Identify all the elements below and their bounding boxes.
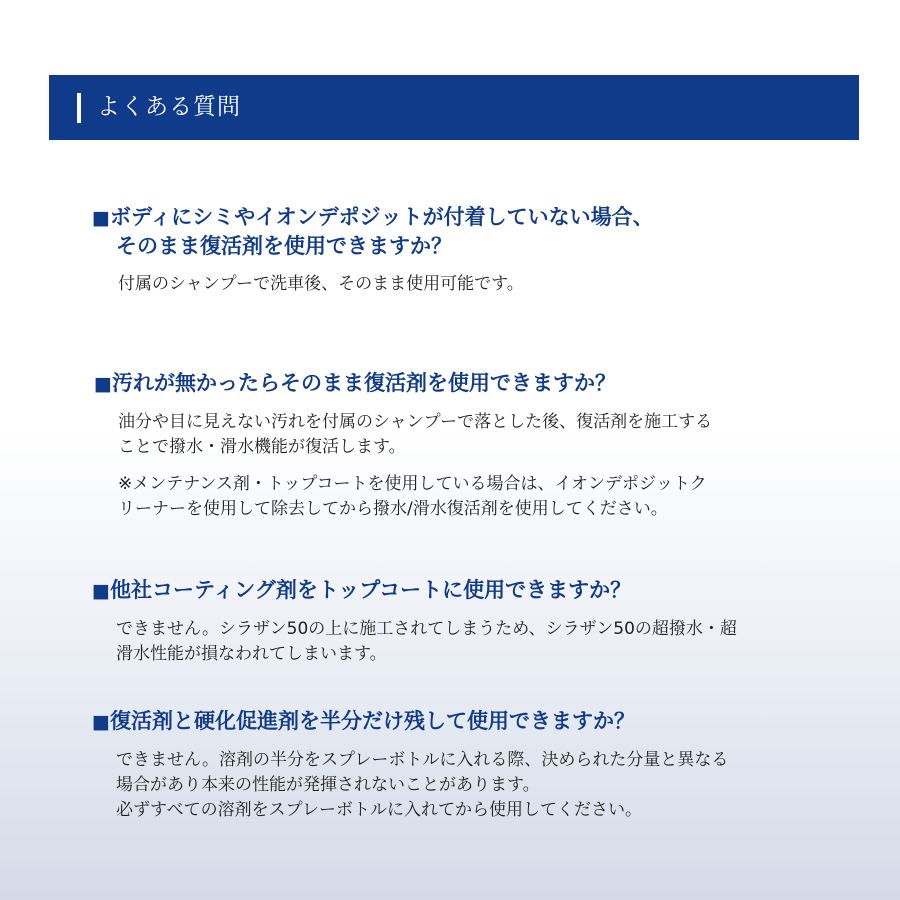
- faq-item: [92, 576, 737, 667]
- faq-answer: [92, 748, 728, 823]
- answer-line: できません。溶剤の半分をスプレーボトルに入れる際、決められた分量と異なる: [116, 750, 729, 770]
- answer-line: 付属のシャンプーで洗車後、そのまま使用可能です。: [118, 274, 524, 294]
- answer-line: リーナーを使用して除去してから撥水/滑水復活剤を使用してください。: [118, 499, 668, 519]
- square-bullet-icon: ■: [94, 373, 112, 395]
- answer-line: ことで撥水・滑水機能が復活します。: [118, 437, 406, 457]
- question-line: 復活剤と硬化促進剤を半分だけ残して使用できますか？: [109, 709, 635, 733]
- faq-header-banner: [49, 75, 859, 140]
- faq-item: [92, 707, 728, 823]
- faq-answer: [94, 410, 712, 522]
- question-line: ボディにシミやイオンデポジットが付着していない場合、: [109, 205, 654, 229]
- page-title: よくある質問: [97, 94, 241, 120]
- answer-line: 滑水性能が損なわれてしまいます。: [116, 644, 387, 664]
- faq-answer: [92, 272, 654, 297]
- square-bullet-icon: ■: [92, 207, 110, 229]
- faq-item: [92, 203, 654, 297]
- faq-item: [94, 369, 712, 522]
- header-accent-bar: [77, 93, 81, 123]
- faq-question: [92, 203, 654, 232]
- answer-line: 必ずすべての溶剤をスプレーボトルに入れてから使用してください。: [116, 800, 642, 820]
- answer-line: ※メンテナンス剤・トップコートを使用している場合は、イオンデポジットク: [118, 474, 707, 494]
- answer-line: 油分や目に見えない汚れを付属のシャンプーで落とした後、復活剤を施工する: [118, 412, 713, 432]
- faq-question: [94, 369, 712, 398]
- answer-line: 場合があり本来の性能が発揮されないことがあります。: [116, 775, 540, 795]
- faq-question: [92, 707, 728, 736]
- faq-question: [92, 576, 737, 605]
- question-line: 他社コーティング剤をトップコートに使用できますか？: [109, 578, 632, 602]
- square-bullet-icon: ■: [92, 580, 110, 602]
- faq-answer: [92, 617, 737, 667]
- answer-line: できません。シラザン50の上に施工されてしまうため、シラザン50の超撥水・超: [116, 619, 737, 639]
- square-bullet-icon: ■: [92, 711, 110, 733]
- question-line: そのまま復活剤を使用できますか？: [116, 234, 452, 258]
- question-line: 汚れが無かったらそのまま復活剤を使用できますか？: [111, 371, 616, 395]
